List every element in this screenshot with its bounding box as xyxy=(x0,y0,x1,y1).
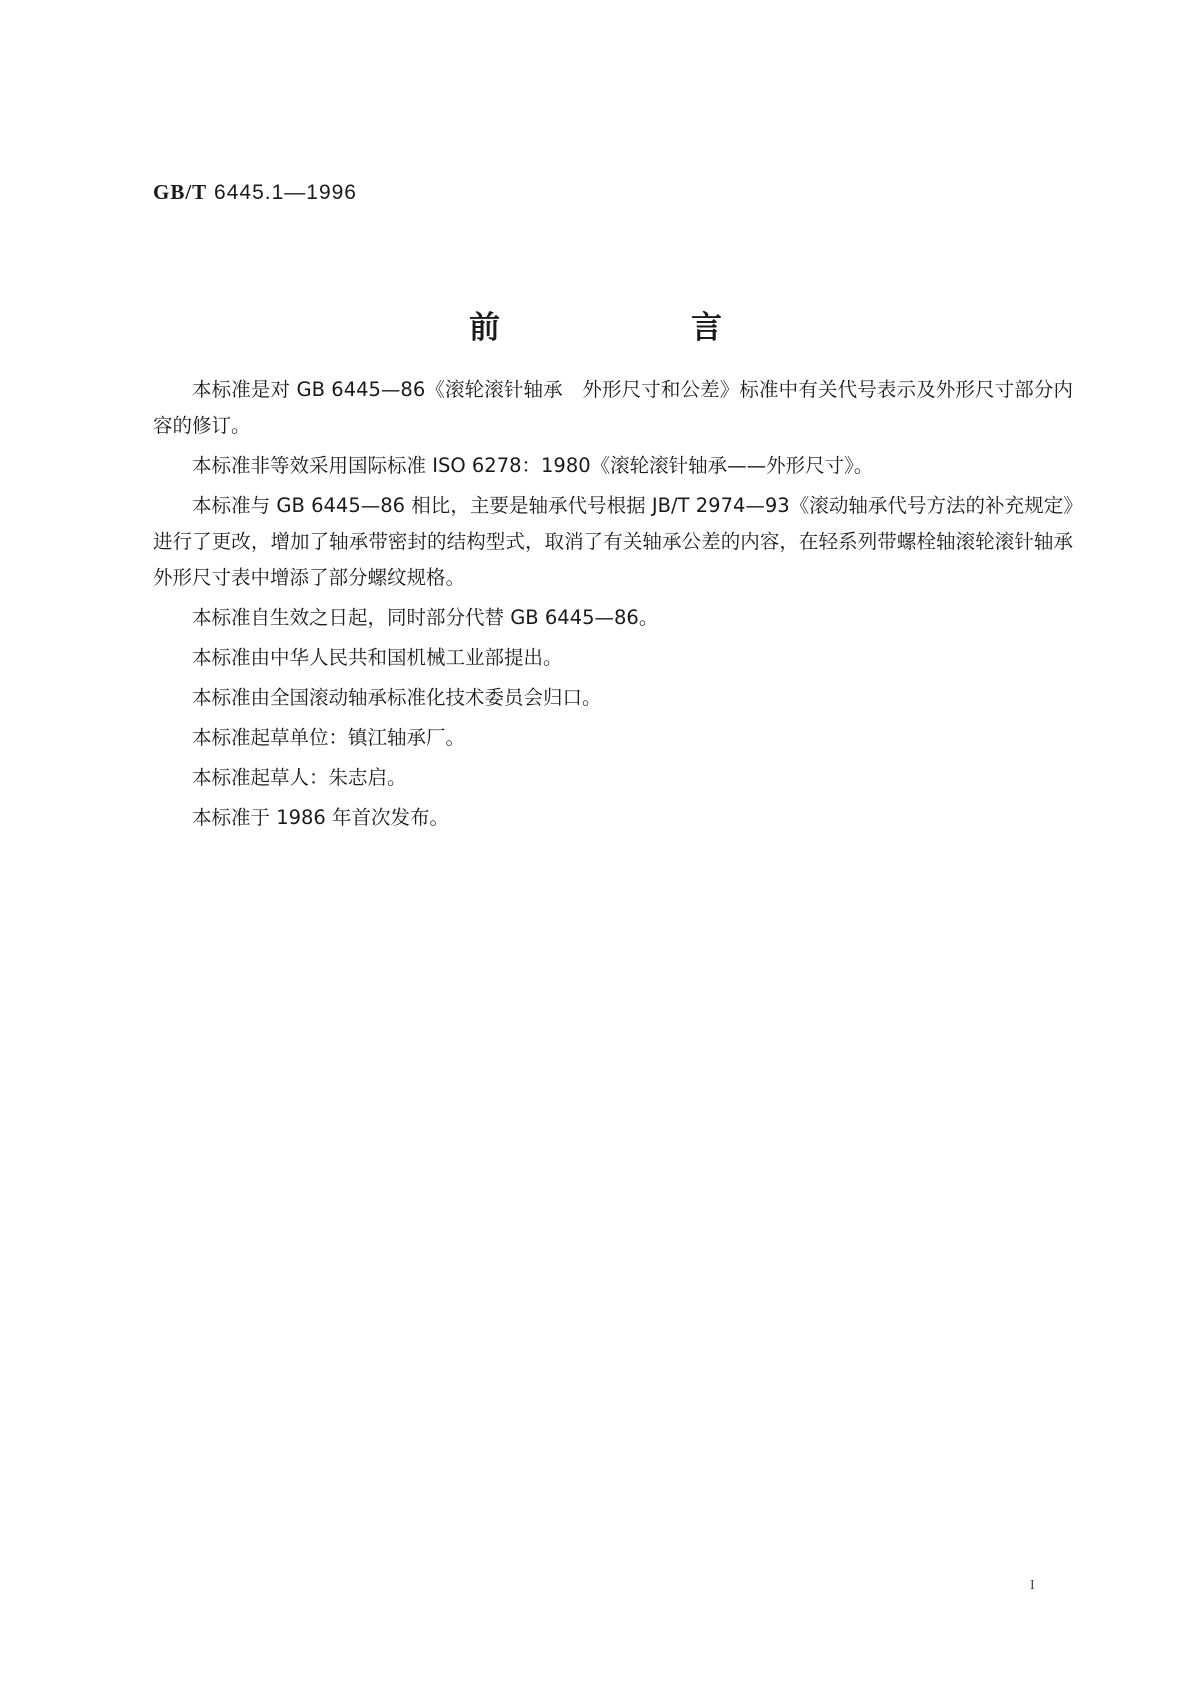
paragraph: 本标准是对 GB 6445—86《滚轮滚针轴承 外形尺寸和公差》标准中有关代号表示及外形尺寸部分内容的修订。 xyxy=(153,378,1073,437)
paragraph: 本标准于 1986 年首次发布。 xyxy=(192,806,450,829)
standard-code-prefix: GB/T xyxy=(153,180,208,204)
page-number: I xyxy=(1030,1578,1035,1593)
standard-code xyxy=(153,180,357,205)
paragraph: 本标准起草单位：镇江轴承厂。 xyxy=(192,726,466,749)
paragraph: 本标准非等效采用国际标准 ISO 6278：1980《滚轮滚针轴承——外形尺寸》。 xyxy=(192,454,874,477)
page-title: 前 言 xyxy=(469,310,802,346)
paragraph: 本标准由中华人民共和国机械工业部提出。 xyxy=(192,646,563,669)
foreword-body xyxy=(153,372,1073,840)
paragraph: 本标准自生效之日起，同时部分代替 GB 6445—86。 xyxy=(192,606,659,629)
standard-code-number: 6445.1—1996 xyxy=(214,181,357,204)
paragraph: 本标准与 GB 6445—86 相比，主要是轴承代号根据 JB/T 2974—93《滚动轴承代号方法的补充规定》进行了更改，增加了轴承带密封的结构型式，取消了有关轴承公差的内容，在轻系列带螺栓轴滚轮滚针轴承外形尺寸表中增添了部分螺纹规格。 xyxy=(153,494,1073,589)
paragraph: 本标准起草人：朱志启。 xyxy=(192,766,407,789)
paragraph: 本标准由全国滚动轴承标准化技术委员会归口。 xyxy=(192,686,602,709)
